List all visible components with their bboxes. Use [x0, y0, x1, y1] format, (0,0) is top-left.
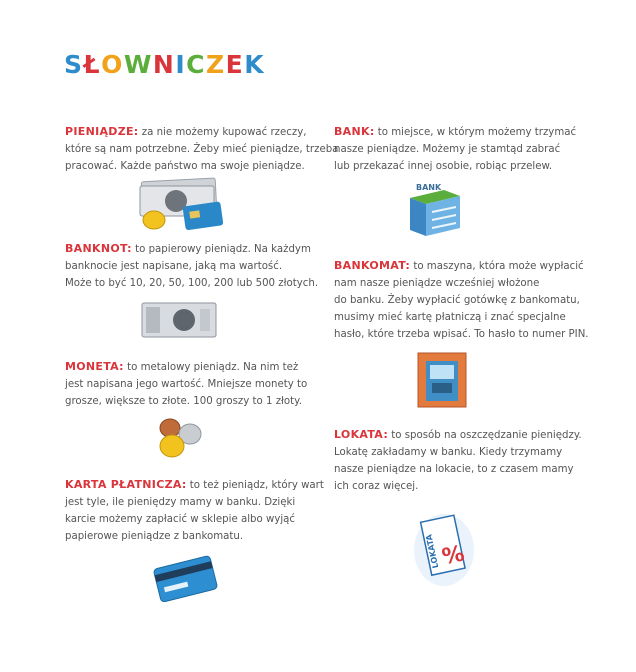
definition-bankomat: to maszyna, która może wypłacić nam nasze pieniądze wcześniej włożone do banku. Żeby wypłacić gotówkę z bankomatu, musimy mieć kartę płatniczą i znać specjalne hasło, które trzeba wpisać. To hasło to numer PIN. [334, 261, 589, 340]
percent-sign: % [439, 541, 467, 571]
bank-sign: BANK [416, 183, 442, 192]
entry-bankomat [334, 257, 589, 343]
term-pieniadze: PIENIĄDZE: [65, 125, 139, 138]
entry-moneta [65, 358, 307, 410]
term-lokata: LOKATA: [334, 428, 389, 441]
title-letter: C [186, 50, 207, 79]
lokata-illustration [412, 506, 476, 588]
definition-moneta: to metalowy pieniądz. Na nim też jest napisana jego wartość. Mniejsze monety to grosze, większe to złote. 100 groszy to 1 złoty. [65, 362, 308, 407]
bank-building-illustration [404, 180, 464, 240]
entry-bank [334, 123, 576, 175]
title-letter: Z [206, 50, 226, 79]
lokata-sign: LOKATA [424, 533, 441, 570]
entry-karta [65, 476, 324, 545]
coins-illustration [152, 416, 208, 460]
term-karta: KARTA PŁATNICZA: [65, 478, 187, 491]
entry-pieniadze [65, 123, 338, 175]
coin-gold-shape [160, 435, 184, 457]
definition-pieniadze: za nie możemy kupować rzeczy, które są nam potrzebne. Żeby mieć pieniądze, trzeba pracować. Każde państwo ma swoje pieniądze. [65, 127, 339, 172]
payment-card-illustration [150, 552, 220, 602]
title-letter: E [225, 50, 245, 79]
atm-illustration [416, 351, 468, 409]
title-letter: K [244, 50, 266, 79]
title-letter: S [64, 50, 84, 79]
banknote-band-shape [200, 309, 210, 331]
term-moneta: MONETA: [65, 360, 124, 373]
definition-bank: to miejsce, w którym możemy trzymać nasze pieniądze. Możemy je stamtąd zabrać lub przekazać innej osobie, robiąc przelew. [334, 127, 577, 172]
atm-screen-shape [430, 365, 454, 379]
term-bank: BANK: [334, 125, 375, 138]
atm-keypad-shape [432, 383, 452, 393]
coin-shape [143, 211, 165, 229]
definition-lokata: to sposób na oszczędzanie pieniędzy. Lokatę zakładamy w banku. Kiedy trzymamy nasze pieniądze na lokacie, to z czasem mamy ich coraz więcej. [334, 430, 582, 492]
definition-karta: to też pieniądz, który wart jest tyle, ile pieniędzy mamy w banku. Dzięki karcie możemy zapłacić w sklepie albo wyjąć papierowe pieniądze z bankomatu. [65, 480, 324, 542]
banknote-illustration [138, 301, 220, 341]
banknote-band-shape [146, 307, 160, 333]
definition-banknot: to papierowy pieniądz. Na każdym banknocie jest napisane, jaką ma wartość. Może to być 10, 20, 50, 100, 200 lub 500 złotych. [65, 244, 319, 289]
title-letter: O [101, 50, 124, 79]
title-letter: I [175, 50, 187, 79]
money-illustration [138, 176, 224, 234]
card-chip-shape [189, 210, 200, 218]
title-letter: N [152, 50, 176, 79]
banknote-portrait-shape [173, 309, 195, 331]
coin-copper-shape [160, 419, 180, 437]
bank-side-shape [410, 198, 426, 236]
entry-banknot [65, 240, 318, 292]
term-banknot: BANKNOT: [65, 242, 132, 255]
entry-lokata [334, 426, 582, 495]
term-bankomat: BANKOMAT: [334, 259, 411, 272]
title-letter: W [123, 50, 153, 79]
page-title [64, 50, 265, 80]
title-letter: Ł [83, 50, 102, 79]
